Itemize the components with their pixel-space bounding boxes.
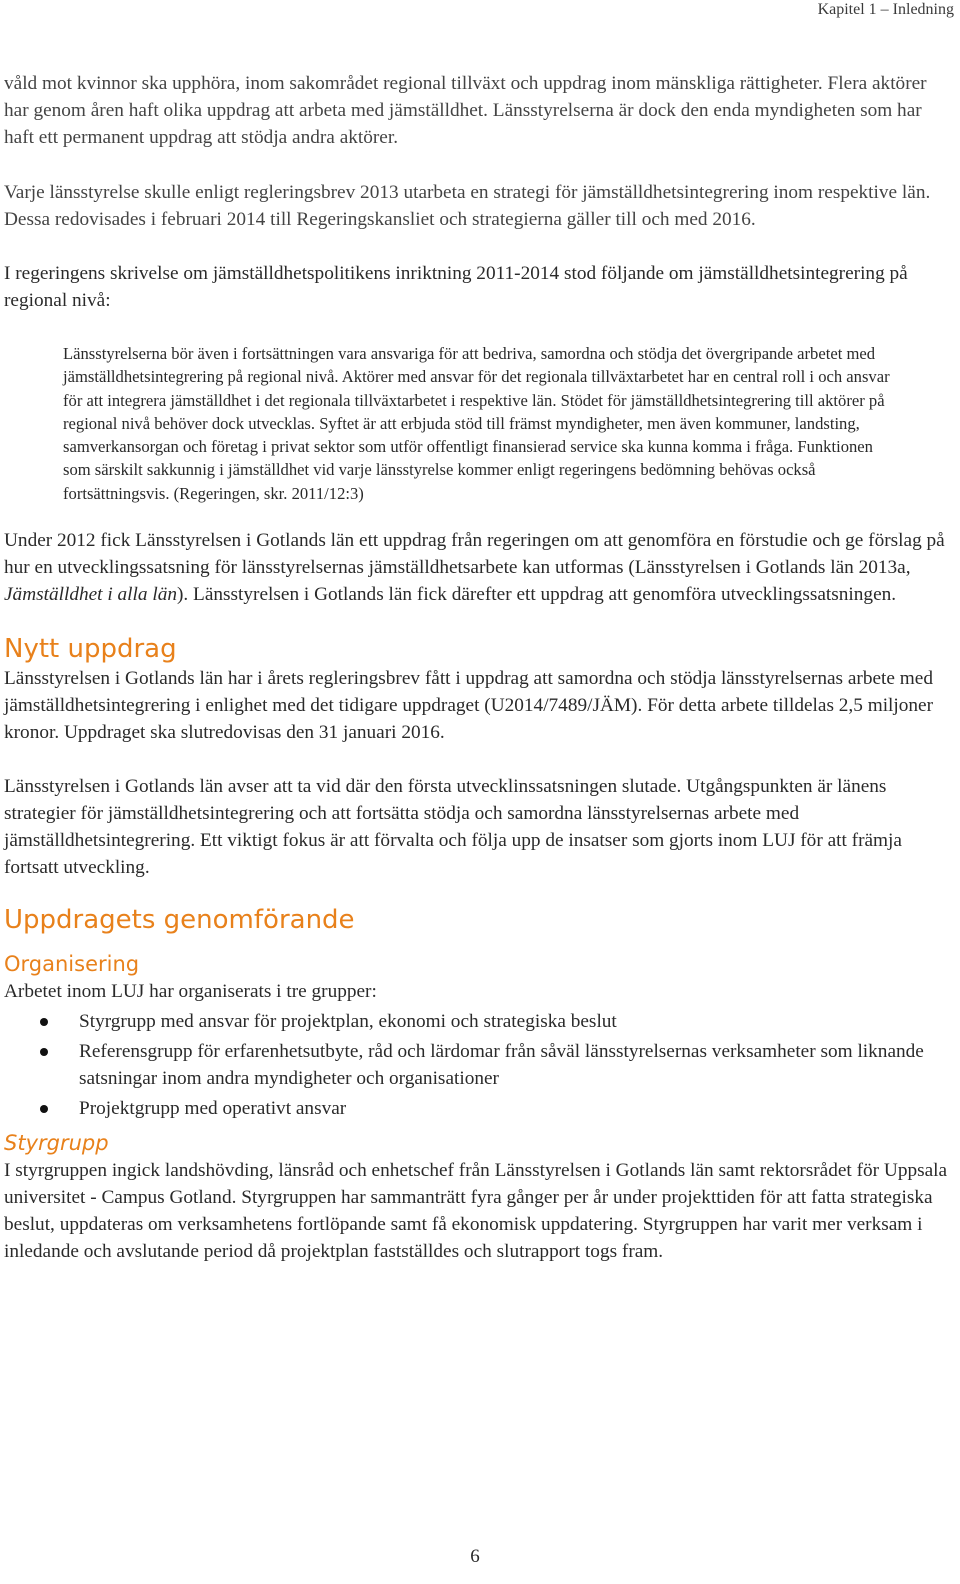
page-number: 6 [470, 1546, 480, 1567]
paragraph-regleringsbrev: Länsstyrelsen i Gotlands län har i årets regleringsbrev fått i uppdrag att samordna och stödja länsstyrelsernas arbete med jämställdhetsintegrering i enlighet med det tidigare uppdraget (U2014/7489/JÄM). För detta arbete tilldelas 2,5 miljoner kronor. Uppdraget ska slutredovisas den 31 januari 2016. [4, 668, 934, 744]
paragraph-organisering-intro: Arbetet inom LUJ har organiserats i tre grupper: [4, 981, 377, 1003]
block-quote: Länsstyrelserna bör även i fortsättningen vara ansvariga för att bedriva, samordna och stödja det övergripande arbetet med jämställdhetsintegrering på regional nivå. Aktörer med ansvar för det regionala tillväxtarbetet har en central roll i och ansvar för att integrera jämställdhet i det regionala tillväxtarbetet i respektive län. Stödet för jämställdhetsintegrering till aktörer på regional nivå behöver dock utvecklas. Syftet är att erbjuda stöd till främst myndigheter, men även kommuner, landsting, samverkansorgan och företag i privat sektor som utför offentligt finansierad service ska kunna komma i fråga. Funktionen som särskilt sakkunnig i jämställdhet vid varje länsstyrelse kommer enligt regeringens bedömning behövas också fortsättningsvis. (Regeringen, skr. 2011/12:3) [63, 344, 890, 503]
heading-uppdragets-genomforande: Uppdragets genomförande [4, 905, 355, 936]
bullet-icon [40, 1048, 48, 1056]
running-header: Kapitel 1 – Inledning [817, 1, 954, 18]
group-list [4, 1008, 950, 1122]
heading-organisering: Organisering [4, 952, 140, 977]
paragraph-intro: våld mot kvinnor ska upphöra, inom sakområdet regional tillväxt och uppdrag inom mänskliga rättigheter. Flera aktörer har genom åren haft olika uppdrag att arbeta med jämställdhet. Länsstyrelserna är dock den enda myndigheten som har haft ett permanent uppdrag att stödja andra aktörer. [4, 73, 927, 148]
list-item: Projektgrupp med operativt ansvar [4, 1095, 950, 1122]
paragraph-forstudie [4, 527, 950, 608]
forstudie-text: Under 2012 fick Länsstyrelsen i Gotlands län ett uppdrag från regeringen om att genomföra en förstudie och ge förslag på hur en utvecklingssatsning för länsstyrelsernas jämställdhetsarbete kan utformas (Länsstyrelsen i Gotlands län 2013a, [4, 530, 945, 579]
bullet-icon [40, 1018, 48, 1026]
paragraph-utgangspunkt: Länsstyrelsen i Gotlands län avser att ta vid där den första utvecklinssatsningen slutade. Utgångspunkten är länens strategier för jämställdhetsintegrering och att fortsätta stödja och samordna länsstyrelsernas arbete med jämställdhetsintegrering. Ett viktigt fokus är att förvalta och följa upp de insatser som gjorts inom LUJ för att främja fortsatt utveckling. [4, 776, 902, 879]
report-title: Jämställdhet i alla län [4, 584, 177, 606]
paragraph-skrivelse: I regeringens skrivelse om jämställdhetspolitikens inriktning 2011-2014 stod följande om jämställdhetsintegrering på regional nivå: [4, 263, 908, 311]
paragraph-styrgrupp: I styrgruppen ingick landshövding, länsråd och enhetschef från Länsstyrelsen i Gotlands län samt rektorsrådet för Uppsala universitet - Campus Gotland. Styrgruppen har sammanträtt fyra gånger per år under projekttiden för att fatta strategiska beslut, uppdateras om verksamhetens fortlöpande samt få ekonomisk uppdatering. Styrgruppen har varit mer verksam i inledande och avslutande period då projektplan fastställdes och slutrapport togs fram. [4, 1160, 948, 1263]
list-item: Styrgrupp med ansvar för projektplan, ekonomi och strategiska beslut [4, 1008, 950, 1035]
page-content [4, 70, 950, 1265]
heading-nytt-uppdrag: Nytt uppdrag [4, 634, 177, 665]
bullet-icon [40, 1105, 48, 1113]
forstudie-text-end: ). Länsstyrelsen i Gotlands län fick därefter ett uppdrag att genomföra utvecklingssatsningen. [177, 584, 897, 606]
heading-styrgrupp: Styrgrupp [4, 1131, 109, 1156]
paragraph-strategy: Varje länsstyrelse skulle enligt regleringsbrev 2013 utarbeta en strategi för jämställdhetsintegrering inom respektive län. Dessa redovisades i februari 2014 till Regeringskansliet och strategierna gäller till och med 2016. [4, 182, 931, 230]
list-item: Referensgrupp för erfarenhetsutbyte, råd och lärdomar från såväl länsstyrelsernas verksamheter som liknande satsningar inom andra myndigheter och organisationer [4, 1038, 950, 1092]
